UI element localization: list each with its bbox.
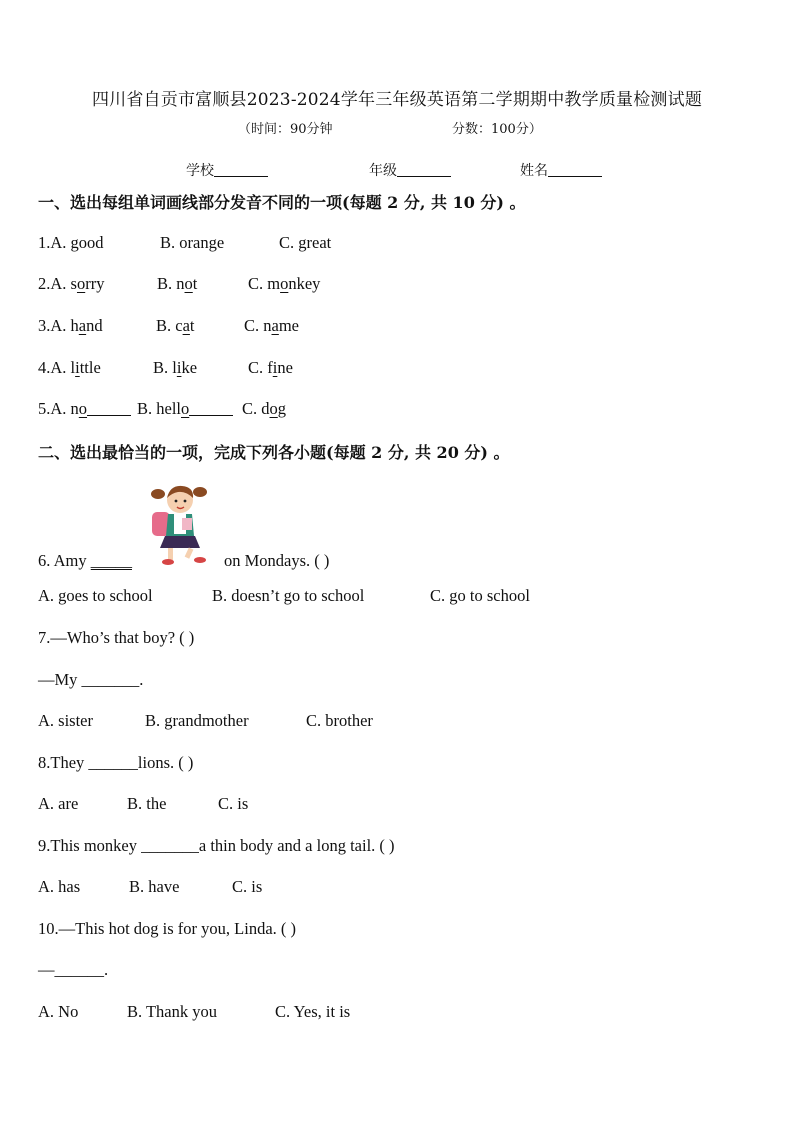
q10-answer-line: —______. [38,960,109,979]
exam-time: （时间：90分钟 [238,122,333,137]
q5-option-b: B. hello [137,399,233,419]
q6-option-a: A. goes to school [38,586,153,605]
q9-option-c: C. is [232,877,263,896]
q7-option-b: B. grandmother [145,711,249,730]
name-blank[interactable] [548,162,602,177]
school-field[interactable] [186,160,268,180]
q7-question: 7.—Who’s that boy? ( ) [38,628,195,647]
q10-option-c: C. Yes, it is [275,1002,351,1021]
q5-option-a: 5.A. no [38,399,131,419]
q9-question: 9.This monkey _______a thin body and a long tail. ( ) [38,836,395,855]
q6-stem-end: on Mondays. ( ) [224,551,330,570]
q8-question: 8.They ______lions. ( ) [38,753,194,772]
q8-option-c: C. is [218,794,249,813]
grade-label: 年级 [369,163,397,179]
q6-stem-start: 6. Amy _____ [38,551,132,570]
q2-option-b: B. not [157,274,198,293]
exam-score: 分数：100分） [452,122,542,137]
q10-question: 10.—This hot dog is for you, Linda. ( ) [38,919,297,938]
q7-option-c: C. brother [306,711,373,730]
q2-option-a: 2.A. sorry [38,274,105,293]
q5-option-c: C. dog [242,399,287,418]
q7-option-a: A. sister [38,711,93,730]
hair-pigtail-right [193,487,207,497]
grade-field[interactable] [369,160,451,180]
name-label: 姓名 [520,163,548,179]
q9-option-a: A. has [38,877,81,896]
q3-option-b: B. cat [156,316,195,335]
name-field[interactable] [520,160,602,180]
section-2-heading: 二、选出最恰当的一项，完成下列各小题(每题 2 分, 共 20 分) 。 [38,443,510,462]
q8-option-a: A. are [38,794,79,813]
grade-blank[interactable] [397,162,451,177]
q7-answer-line: —My _______. [38,670,144,689]
q10-option-b: B. Thank you [127,1002,217,1021]
girl-skirt [160,536,200,548]
q3-option-a: 3.A. hand [38,316,103,335]
q10-option-a: A. No [38,1002,79,1021]
q6-option-c: C. go to school [430,586,530,605]
q6-option-b: B. doesn’t go to school [212,586,365,605]
q1-number-and-a: 1.A. good [38,233,104,252]
q9-option-b: B. have [129,877,180,896]
q1-option-b: B. orange [160,233,225,252]
schoolgirl-illustration [148,482,212,568]
section-1-heading: 一、选出每组单词画线部分发音不同的一项(每题 2 分, 共 10 分) 。 [38,193,526,212]
school-blank[interactable] [214,162,268,177]
page-title: 四川省自贡市富顺县2023-2024学年三年级英语第二学期期中教学质量检测试题 [91,90,703,110]
q1-option-c: C. great [279,233,332,252]
school-label: 学校 [186,163,214,179]
q2-option-c: C. monkey [248,274,321,293]
q4-option-b: B. like [153,358,198,377]
q3-option-c: C. name [244,316,300,335]
q8-option-b: B. the [127,794,167,813]
q4-option-a: 4.A. little [38,358,101,377]
q4-option-c: C. fine [248,358,293,377]
hair-pigtail-left [151,489,165,499]
